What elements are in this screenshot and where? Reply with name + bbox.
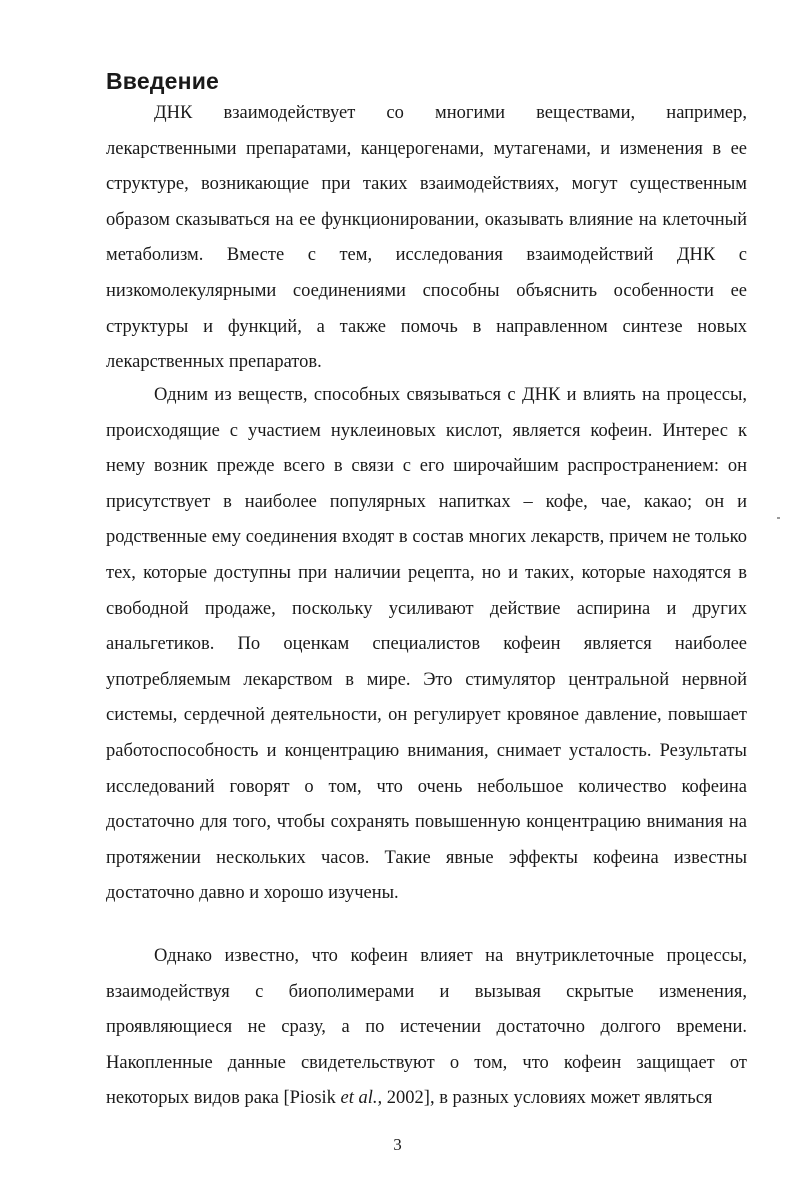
paragraph-1 — [106, 96, 747, 381]
paragraph-3 — [106, 939, 747, 1117]
scan-speck — [777, 517, 780, 519]
paragraph-2-text: Одним из веществ, способных связываться с ДНК и влиять на процессы, происходящие с участием нуклеиновых кислот, является кофеин. Интерес к нему возник прежде всего в связи с его широчайшим распространением: он присутствует в наиболее популярных напитках – кофе, чае, какао; он и родственные ему соединения входят в состав многих лекарств, причем не только тех, которые доступны при наличии рецепта, но и таких, которые находятся в свободной продаже, поскольку усиливают действие аспирина и других анальгетиков. По оценкам специалистов кофеин является наиболее употребляемым лекарством в мире. Это стимулятор центральной нервной системы, сердечной деятельности, он регулирует кровяное давление, повышает работоспособность и концентрацию внимания, снимает усталость. Результаты исследований говорят о том, что очень небольшое количество кофеина достаточно для того, чтобы сохранять повышенную концентрацию внимания на протяжении нескольких часов. Такие явные эффекты кофеина известны достаточно давно и хорошо изучены. — [106, 385, 747, 904]
paragraph-3-text: Однако известно, что кофеин влияет на внутриклеточные процессы, взаимодействуя с биополимерами и вызывая скрытые изменения, проявляющиеся не сразу, а по истечении достаточно долгого времени. Накопленные данные свидетельствуют о том, что кофеин защищает от некоторых видов рака [Piosik — [106, 946, 747, 1109]
paragraph-2 — [106, 378, 747, 912]
section-heading: Введение — [106, 68, 220, 94]
citation-italic: et al., — [340, 1088, 383, 1109]
paragraph-3-text-tail: 2002], в разных условиях может являться — [382, 1088, 713, 1109]
paragraph-1-text: ДНК взаимодействует со многими веществами, например, лекарственными препаратами, канцерогенами, мутагенами, и изменения в ее структуре, возникающие при таких взаимодействиях, могут существенным образом сказываться на ее функционировании, оказывать влияние на клеточный метаболизм. Вместе с тем, исследования взаимодействий ДНК с низкомолекулярными соединениями способны объяснить особенности ее структуры и функций, а также помочь в направленном синтезе новых лекарственных препаратов. — [106, 103, 747, 373]
page-number: 3 — [393, 1135, 402, 1154]
